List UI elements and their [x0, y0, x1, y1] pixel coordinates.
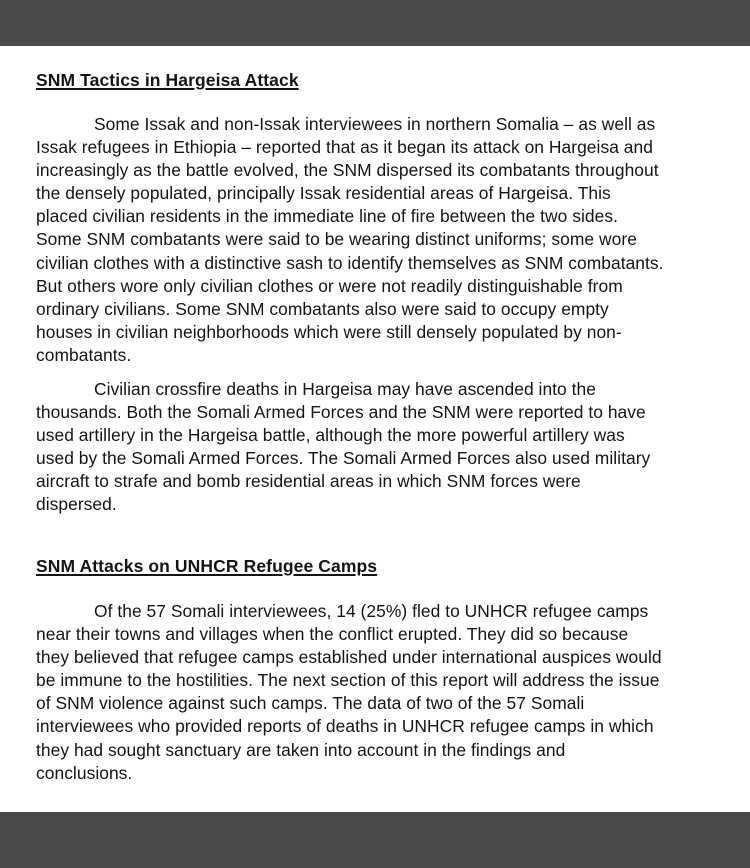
text-line: civilian clothes with a distinctive sash to identify themselves as SNM combatants. [36, 252, 664, 273]
text-line: thousands. Both the Somali Armed Forces and the SNM were reported to have [36, 402, 646, 423]
text-line: used by the Somali Armed Forces. The Somali Armed Forces also used military [36, 448, 651, 469]
paragraph-snm-tactics [36, 113, 736, 367]
bottom-bar [0, 812, 750, 868]
text-line: of SNM violence against such camps. The data of two of the 57 Somali [36, 693, 585, 714]
top-bar [0, 0, 750, 46]
text-line: used artillery in the Hargeisa battle, although the more powerful artillery was [36, 425, 625, 446]
text-line: But others wore only civilian clothes or were not readily distinguishable from [36, 275, 623, 296]
text-line: Issak refugees in Ethiopia – reported that as it began its attack on Hargeisa and [36, 137, 653, 158]
text-line: combatants. [36, 344, 132, 365]
text-line: Civilian crossfire deaths in Hargeisa may have ascended into the [94, 379, 596, 399]
paragraph-unhcr-camps [36, 600, 736, 785]
text-line: increasingly as the battle evolved, the SNM dispersed its combatants throughout [36, 160, 659, 181]
text-line: placed civilian residents in the immediate line of fire between the two sides. [36, 206, 618, 227]
text-line: aircraft to strafe and bomb residential areas in which SNM forces were [36, 471, 581, 492]
text-line: they believed that refugee camps established under international auspices would [36, 647, 662, 668]
text-line: houses in civilian neighborhoods which were still densely populated by non- [36, 321, 622, 342]
document-page [0, 46, 750, 812]
text-line: Some Issak and non-Issak interviewees in northern Somalia – as well as [94, 114, 656, 134]
section-heading-unhcr-camps: SNM Attacks on UNHCR Refugee Camps [36, 556, 378, 576]
text-line: Of the 57 Somali interviewees, 14 (25%) fled to UNHCR refugee camps [94, 601, 649, 621]
text-line: be immune to the hostilities. The next section of this report will address the issue [36, 670, 660, 691]
text-line: near their towns and villages when the conflict erupted. They did so because [36, 624, 629, 645]
text-line: dispersed. [36, 494, 117, 515]
text-line: conclusions. [36, 762, 133, 783]
text-line: ordinary civilians. Some SNM combatants also were said to occupy empty [36, 298, 609, 319]
text-line: Some SNM combatants were said to be wearing distinct uniforms; some wore [36, 229, 637, 250]
text-line: interviewees who provided reports of deaths in UNHCR refugee camps in which [36, 716, 654, 737]
paragraph-crossfire-deaths [36, 378, 736, 517]
text-line: they had sought sanctuary are taken into account in the findings and [36, 739, 566, 760]
text-line: the densely populated, principally Issak residential areas of Hargeisa. This [36, 183, 611, 204]
section-heading-snm-tactics: SNM Tactics in Hargeisa Attack [36, 70, 299, 90]
